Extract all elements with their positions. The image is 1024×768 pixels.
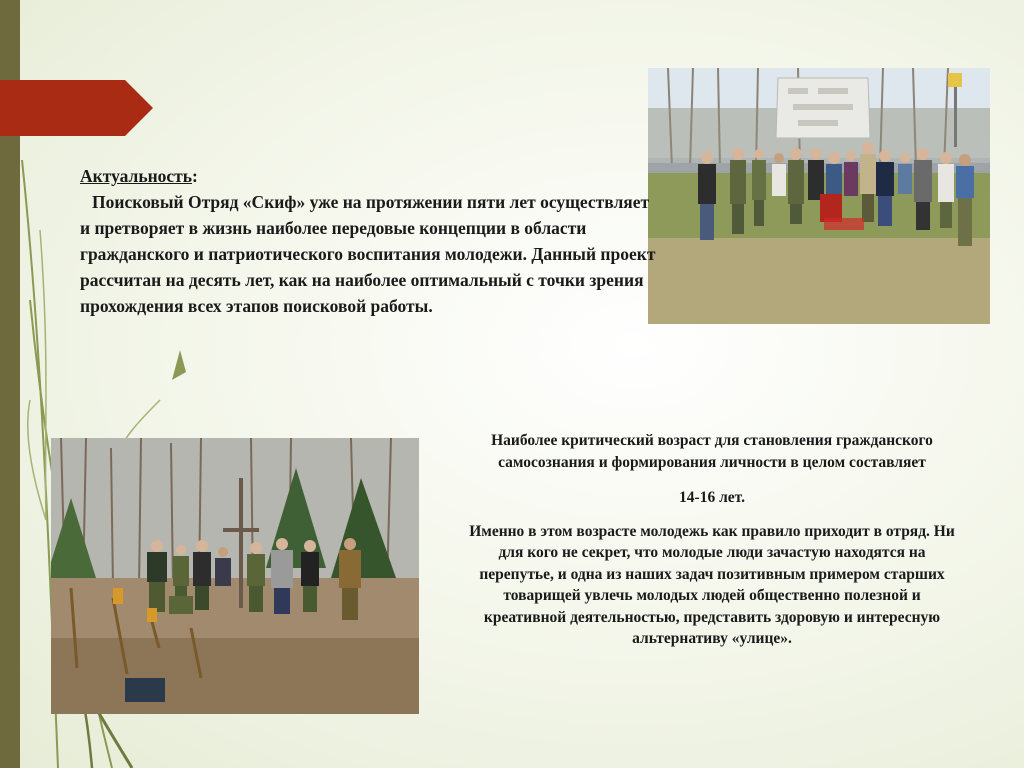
age-statement-section xyxy=(462,430,962,650)
age-range: 14-16 лет. xyxy=(679,489,745,506)
age-statement-intro: Наиболее критический возраст для становления гражданского самосознания и формирования личности в целом составляет xyxy=(491,432,933,471)
title-arrow-shape xyxy=(0,80,153,136)
forest-team-photo xyxy=(51,438,419,714)
relevance-section xyxy=(80,163,660,319)
relevance-heading: Актуальность xyxy=(80,166,193,186)
memorial-group-photo xyxy=(648,68,990,324)
relevance-heading-line xyxy=(80,163,660,189)
age-statement-explanation: Именно в этом возрасте молодежь как правило приходит в отряд. Ни для кого не секрет, что молодые люди зачастую находятся на перепутье, и одна из наших задач позитивным примером старших товарищей увлечь молодых людей общественно полезной и креативной деятельностью, представить здоровую и интересную альтернативу «улице». xyxy=(469,522,955,647)
relevance-body: Поисковый Отряд «Скиф» уже на протяжении пяти лет осуществляет и претворяет в жизнь наиболее передовые концепции в области гражданского и патриотического воспитания молодежи. Данный проект рассчитан на десять лет, как на наиболее оптимальный с точки зрения прохождения всех этапов поисковой работы. xyxy=(80,192,656,316)
relevance-heading-colon: : xyxy=(192,166,198,186)
